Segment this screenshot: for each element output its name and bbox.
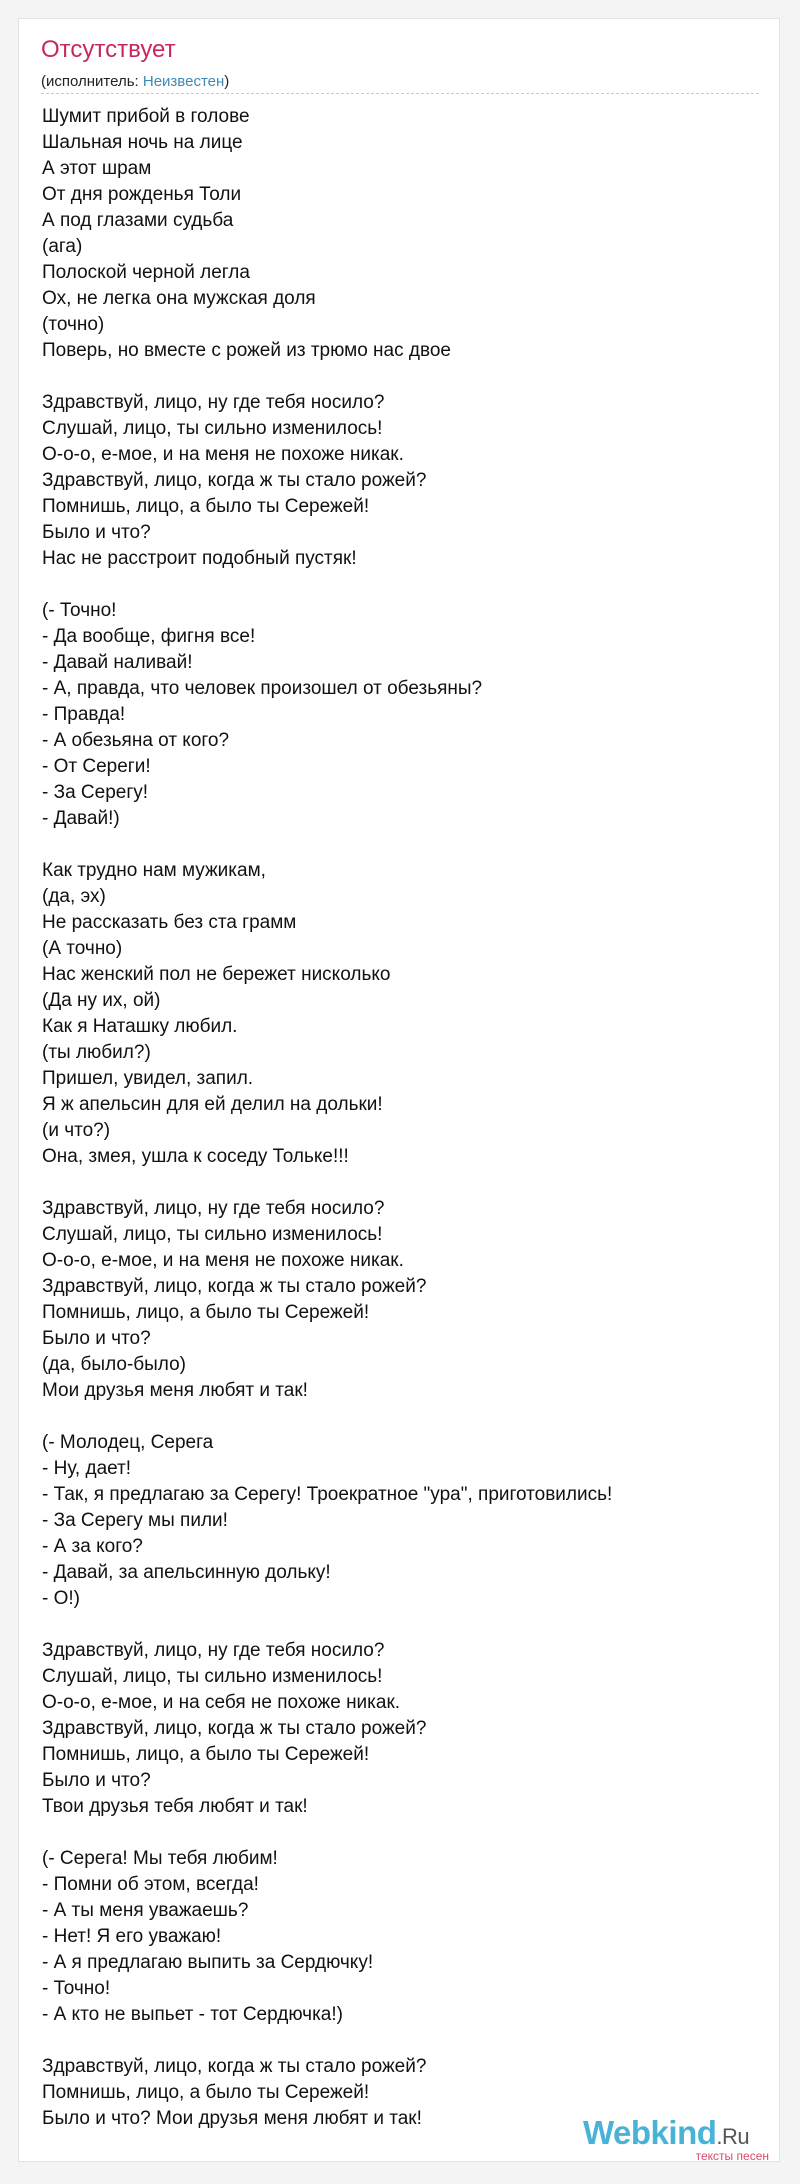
artist-suffix: ) <box>224 73 230 90</box>
artist-link[interactable]: Неизвестен <box>142 73 225 90</box>
lyrics-text: Шумит прибой в голове Шальная ночь на лице А этот шрам От дня рожденья Толи А под глазами судьба (ага) Полоской черной легла Ох, не легка она мужская доля (точно) Поверь, но вместе с рожей из трюмо нас двое Здравствуй, лицо, ну где тебя носило? Слушай, лицо, ты сильно изменилось! О-о-о, е-мое, и на меня не похоже никак. Здравствуй, лицо, когда ж ты стало рожей? Помнишь, лицо, а было ты Сережей! Было и что? Нас не расстроит подобный пустяк! (- Точно! - Да вообще, фигня все! - Давай наливай! - А, правда, что человек произошел от обезьяны? - Правда! - А обезьяна от кого? - От Сереги! - За Серегу! - Давай!) Как трудно нам мужикам, (да, эх) Не рассказать без ста грамм (А точно) Нас женский пол не бережет нисколько (Да ну их, ой) Как я Наташку любил. (ты любил?) Пришел, увидел, запил. Я ж апельсин для ей делил на дольки! (и что?) Она, змея, ушла к соседу Тольке!!! Здравствуй, лицо, ну где тебя носило? Слушай, лицо, ты сильно изменилось! О-о-о, е-мое, и на меня не похоже никак. Здравствуй, лицо, когда ж ты стало рожей? Помнишь, лицо, а было ты Сережей! Было и что? (да, было-было) Мои друзья меня любят и так! (- Молодец, Серега - Ну, дает! - Так, я предлагаю за Серегу! Троекратное "ура", приготовились! - За Серегу мы пили! - А за кого? - Давай, за апельсинную дольку! - О!) Здравствуй, лицо, ну где тебя носило? Слушай, лицо, ты сильно изменилось! О-о-о, е-мое, и на себя не похоже никак. Здравствуй, лицо, когда ж ты стало рожей? Помнишь, лицо, а было ты Сережей! Было и что? Твои друзья тебя любят и так! (- Серега! Мы тебя любим! - Помни об этом, всегда! - А ты меня уважаешь? - Нет! Я его уважаю! - А я предлагаю выпить за Сердючку! - Точно! - А кто не выпьет - тот Сердючка!) Здравствуй, лицо, когда ж ты стало рожей? Помнишь, лицо, а было ты Сережей! Было и что? Мои друзья меня любят и так! <box>42 106 613 2129</box>
site-logo[interactable] <box>583 2116 773 2168</box>
logo-tagline: тексты песен <box>695 2149 769 2163</box>
artist-line <box>41 74 229 89</box>
artist-prefix: (исполнитель: <box>41 73 143 90</box>
logo-tld: .Ru <box>716 2124 750 2149</box>
logo-wordmark <box>583 2116 749 2149</box>
song-title: Отсутствует <box>41 36 176 63</box>
logo-name: Webkind <box>583 2114 717 2151</box>
title-divider <box>41 93 759 94</box>
